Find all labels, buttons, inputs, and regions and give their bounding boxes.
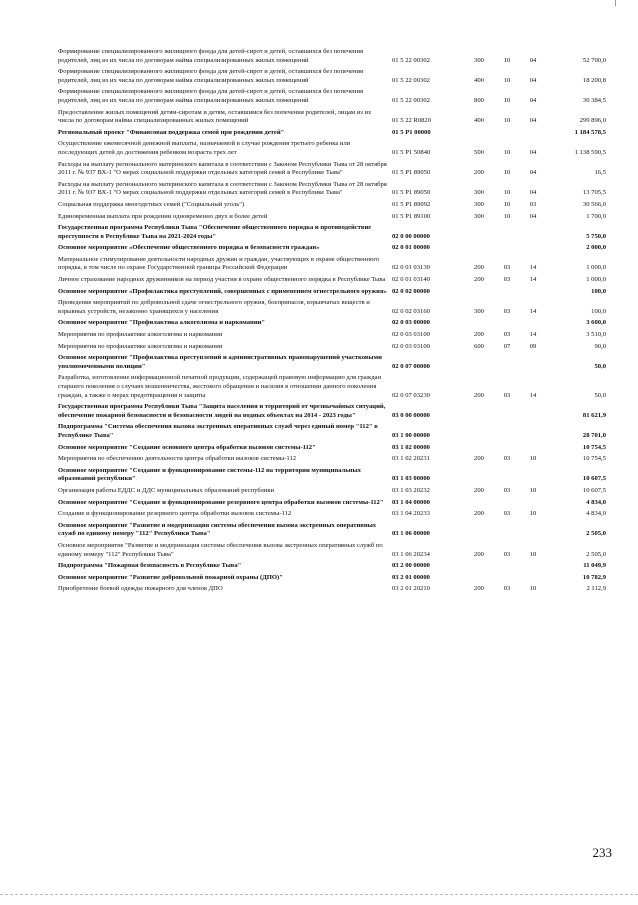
row-name: Проведение мероприятий по добровольной сдаче огнестрельного оружия, боеприпасов, взрывчатых веществ и взрывных устройств, незаконно хранящихся у населения: [58, 299, 370, 315]
row-subsection: 10: [529, 585, 537, 593]
table-row: [58, 66, 606, 86]
row-amount: 30 566,0: [582, 200, 606, 208]
row-subsection: 04: [529, 212, 537, 220]
row-expense-type: 300: [474, 212, 484, 220]
table-row: [58, 560, 606, 572]
row-amount: 3 510,0: [586, 331, 606, 339]
row-code: 02 0 00 00000: [392, 232, 430, 240]
row-expense-type: 300: [474, 189, 484, 197]
row-amount: 100,0: [591, 307, 606, 315]
row-amount: 2 000,0: [586, 244, 606, 252]
row-amount: 2 505,0: [586, 530, 606, 538]
row-name: Приобретение боевой одежды пожарного для членов ДПО: [58, 585, 223, 593]
table-row: [58, 508, 606, 520]
row-code: 02 0 07 03230: [392, 391, 430, 399]
row-amount: 90,0: [594, 342, 606, 350]
row-subsection: 04: [529, 169, 537, 177]
row-section: 10: [503, 169, 511, 177]
row-name: Создание и функционирование резервного центра обработки вызовов системы-112: [58, 510, 292, 518]
row-amount: 81 621,9: [582, 411, 606, 419]
row-name: Основное мероприятие "Развитие и модернизация системы обеспечения вызова экстренных оперативных служб по единому номеру "112" Республики Тыва": [58, 521, 377, 538]
row-amount: 2 112,9: [586, 585, 606, 593]
row-section: 10: [503, 189, 511, 197]
row-code: 01 5 P1 89092: [392, 200, 431, 208]
table-row: [58, 297, 606, 317]
row-amount: 10 607,5: [582, 486, 606, 494]
row-expense-type: 400: [474, 117, 484, 125]
row-code: 01 5 22 00302: [392, 56, 430, 64]
row-subsection: 14: [529, 264, 537, 272]
row-expense-type: 200: [474, 486, 484, 494]
row-expense-type: 200: [474, 169, 484, 177]
row-amount: 10 754,5: [582, 455, 606, 463]
table-row: [58, 286, 606, 298]
table-row: [58, 485, 606, 497]
table-row: [58, 211, 606, 223]
row-name: Подпрограмма "Система обеспечения вызова экстренных оперативных служб через единый номер "112" в Республике Тыва": [58, 423, 378, 439]
row-subsection: 04: [529, 76, 537, 84]
row-expense-type: 200: [474, 455, 484, 463]
row-code: 02 0 01 00000: [392, 244, 430, 252]
table-row: [58, 520, 606, 540]
table-row: [58, 254, 606, 274]
row-code: 03 1 00 00000: [392, 431, 430, 439]
row-name: Осуществление ежемесячной денежной выплаты, назначаемой в случае рождения третьего ребенка или последующих детей до достижения ребенком возраста трех лет: [58, 140, 351, 156]
row-amount: 50,0: [594, 391, 606, 399]
row-name: Единовременная выплата при рождении одновременно двух и более детей: [58, 212, 268, 220]
table-row: [58, 222, 606, 242]
row-code: 01 5 22 00302: [392, 76, 430, 84]
row-name: Личное страхование народных дружинников на период участия в охране общественного порядка в Республике Тыва: [58, 276, 386, 284]
row-name: Социальная поддержка многодетных семей ("Социальный уголь"): [58, 200, 245, 208]
row-code: 03 2 00 00000: [392, 562, 430, 570]
row-name: Региональный проект "Финансовая поддержка семей при рождении детей": [58, 128, 285, 136]
row-code: 01 5 P1 89050: [392, 189, 431, 197]
row-code: 03 1 04 20233: [392, 510, 430, 518]
row-amount: 16,5: [594, 169, 606, 177]
row-amount: 3 600,0: [586, 319, 606, 327]
row-section: 07: [503, 342, 511, 350]
row-expense-type: 500: [474, 148, 484, 156]
row-name: Основное мероприятие "Создание основного центра обработки вызовов системы-112": [58, 443, 316, 451]
row-amount: 30 384,5: [582, 96, 606, 104]
row-section: 03: [503, 550, 511, 558]
row-code: 02 0 01 03130: [392, 264, 430, 272]
row-section: 10: [503, 56, 511, 64]
table-row: [58, 421, 606, 441]
row-section: 03: [503, 486, 511, 494]
row-code: 03 1 02 20231: [392, 455, 430, 463]
row-subsection: 10: [529, 510, 537, 518]
table-row: [58, 372, 606, 401]
table-row: [58, 127, 606, 139]
row-section: 03: [503, 264, 511, 272]
row-name: Основное мероприятие "Профилактика алкоголизма и наркомании": [58, 319, 266, 327]
row-section: 03: [503, 455, 511, 463]
row-section: 03: [503, 307, 511, 315]
row-name: Основное мероприятие «Профилактика преступлений, совершенных с применением огнестрельного оружия»: [58, 287, 387, 295]
row-section: 10: [503, 117, 511, 125]
row-amount: 100,0: [591, 287, 606, 295]
row-code: 01 5 P1 00000: [392, 128, 431, 136]
row-amount: 50,0: [594, 362, 606, 370]
row-section: 10: [503, 76, 511, 84]
row-name: Основное мероприятие «Обеспечение общественного порядка и безопасности граждан»: [58, 244, 320, 252]
row-name: Основное мероприятие "Развитие добровольной пожарной охраны (ДПО)": [58, 573, 283, 581]
row-expense-type: 200: [474, 510, 484, 518]
row-code: 01 5 P1 89100: [392, 212, 431, 220]
row-name: Формирование специализированного жилищного фонда для детей-сирот и детей, оставшихся без попечения родителей, лиц из их числа по договорам найма специализированных жилых помещений: [58, 48, 364, 64]
table-row: [58, 199, 606, 211]
row-amount: 13 705,5: [582, 189, 606, 197]
row-amount: 4 834,0: [586, 498, 606, 506]
row-amount: 1 000,0: [586, 276, 606, 284]
row-expense-type: 200: [474, 550, 484, 558]
row-code: 01 5 P1 50840: [392, 148, 431, 156]
row-code: 02 0 02 03160: [392, 307, 430, 315]
table-row: [58, 86, 606, 106]
table-row: [58, 497, 606, 509]
row-amount: 1 700,0: [586, 212, 606, 220]
table-row: [58, 329, 606, 341]
row-name: Материальное стимулирование деятельности народных дружин и граждан, участвующих в охране общественного порядка, в том числе по охране Государственной границы Российской Федерации: [58, 255, 380, 272]
row-code: 03 1 04 00000: [392, 498, 430, 506]
row-subsection: 10: [529, 550, 537, 558]
table-row: [58, 341, 606, 353]
row-amount: 5 750,0: [586, 232, 606, 240]
page-number: 233: [592, 845, 612, 860]
row-name: Мероприятия по профилактике алкоголизма и наркомании: [58, 342, 223, 350]
row-section: 10: [503, 200, 511, 208]
row-subsection: 04: [529, 96, 537, 104]
row-amount: 1 000,0: [586, 264, 606, 272]
row-section: 03: [503, 276, 511, 284]
row-amount: 299 896,0: [579, 117, 606, 125]
row-subsection: 09: [529, 342, 537, 350]
row-name: Формирование специализированного жилищного фонда для детей-сирот и детей, оставшихся без попечения родителей, лиц из их числа по договорам найма специализированных жилых помещений: [58, 68, 364, 84]
row-code: 03 0 00 00000: [392, 411, 430, 419]
table-row: [58, 159, 606, 179]
row-section: 10: [503, 212, 511, 220]
row-code: 02 0 01 03140: [392, 276, 430, 284]
table-row: [58, 442, 606, 454]
row-section: 03: [503, 585, 511, 593]
row-expense-type: 200: [474, 391, 484, 399]
row-subsection: 04: [529, 148, 537, 156]
row-subsection: 10: [529, 455, 537, 463]
row-code: 02 0 02 00000: [392, 287, 430, 295]
row-name: Основное мероприятие "Создание и функционирование резервного центра обработки вызовов системы-112": [58, 498, 384, 506]
row-expense-type: 600: [474, 342, 484, 350]
table-row: [58, 401, 606, 421]
row-subsection: 14: [529, 331, 537, 339]
row-name: Предоставление жилых помещений детям-сиротам и детям, оставшимся без попечения родителей, лицам из их числа по договорам найма специализированных жилых помещений: [58, 108, 372, 125]
row-subsection: 14: [529, 307, 537, 315]
table-row: [58, 583, 606, 595]
table-row: [58, 179, 606, 199]
row-subsection: 04: [529, 189, 537, 197]
table-row: [58, 242, 606, 254]
row-expense-type: 300: [474, 200, 484, 208]
row-amount: 10 782,9: [582, 573, 606, 581]
table-row: [58, 46, 606, 66]
row-section: 03: [503, 331, 511, 339]
row-amount: 4 834,0: [586, 510, 606, 518]
row-subsection: 04: [529, 56, 537, 64]
scan-edge: [0, 894, 638, 895]
table-row: [58, 465, 606, 485]
row-subsection: 10: [529, 486, 537, 494]
row-expense-type: 200: [474, 585, 484, 593]
row-expense-type: 400: [474, 76, 484, 84]
row-name: Государственная программа Республики Тыва "Обеспечение общественного порядка и противодействие преступности в Республике Тыва на 2021-2024 годы": [58, 224, 372, 240]
row-code: 01 5 P1 89050: [392, 169, 431, 177]
row-code: 03 2 01 00000: [392, 573, 430, 581]
table-row: [58, 138, 606, 158]
row-amount: 10 607,5: [582, 475, 606, 483]
row-name: Мероприятия по обеспечению деятельности центра обработки вызовов системы-112: [58, 455, 297, 463]
budget-table: [58, 46, 606, 595]
row-expense-type: 300: [474, 56, 484, 64]
row-name: Мероприятия по профилактике алкоголизма и наркомании: [58, 331, 223, 339]
row-code: 03 2 01 20210: [392, 585, 430, 593]
row-subsection: 14: [529, 391, 537, 399]
row-code: 02 0 07 00000: [392, 362, 430, 370]
row-code: 03 1 03 00000: [392, 475, 430, 483]
row-code: 02 0 03 00000: [392, 319, 430, 327]
table-row: [58, 107, 606, 127]
row-section: 03: [503, 391, 511, 399]
row-section: 10: [503, 148, 511, 156]
table-row: [58, 274, 606, 286]
row-amount: 52 700,0: [582, 56, 606, 64]
row-name: Основное мероприятие "Создание и функционирование системы-112 на территории муниципальных образований республики": [58, 466, 361, 483]
row-expense-type: 300: [474, 307, 484, 315]
row-code: 01 5 22 00302: [392, 96, 430, 104]
row-expense-type: 200: [474, 276, 484, 284]
row-code: 03 1 02 00000: [392, 443, 430, 451]
row-amount: 1 138 590,5: [574, 148, 606, 156]
row-name: Подпрограмма "Пожарная безопасность в Республике Тыва": [58, 562, 242, 570]
table-row: [58, 352, 606, 372]
row-amount: 1 184 578,5: [574, 128, 606, 136]
row-name: Разработка, изготовление информационной печатной продукции, содержащей правовую информацию для граждан старшего поколения о случаях мошенничества, жестокого обращения и насилия в отношении данного поколения граждан, а также о мерах предотвращения и защиты: [58, 374, 382, 399]
row-code: 02 0 03 03100: [392, 331, 430, 339]
scan-mark: [615, 0, 616, 6]
row-name: Формирование специализированного жилищного фонда для детей-сирот и детей, оставшихся без попечения родителей, лиц из их числа по договорам найма специализированных жилых помещений: [58, 88, 364, 104]
table-row: [58, 572, 606, 584]
row-name: Организация работы ЕДДС и ДДС муниципальных образований республики: [58, 486, 275, 494]
row-name: Государственная программа Республики Тыва "Защита населения и территорий от чрезвычайных ситуаций, обеспечение пожарной безопасности и безопасности людей на водных объектах на 2014 - 2023 годы": [58, 403, 386, 419]
row-amount: 28 701,0: [582, 431, 606, 439]
row-subsection: 04: [529, 117, 537, 125]
row-section: 10: [503, 96, 511, 104]
row-subsection: 14: [529, 276, 537, 284]
row-code: 02 0 03 03100: [392, 342, 430, 350]
row-expense-type: 200: [474, 331, 484, 339]
table-row: [58, 540, 606, 560]
row-code: 03 1 06 00000: [392, 530, 430, 538]
row-subsection: 03: [529, 200, 537, 208]
row-name: Расходы на выплату регионального материнского капитала в соответствии с Законом Республики Тыва от 28 октября 2011 г. № 937 ВХ-1 "О мерах социальной поддержки отдельных категорий семей в Республике Тыва": [58, 180, 387, 197]
row-expense-type: 800: [474, 96, 484, 104]
row-amount: 2 505,0: [586, 550, 606, 558]
row-code: 01 5 22 R0820: [392, 117, 432, 125]
row-name: Основное мероприятие "Профилактика преступлений и административных правонарушений участковыми уполномоченными полиции": [58, 354, 382, 370]
table-row: [58, 317, 606, 329]
table-row: [58, 453, 606, 465]
row-amount: 10 754,5: [582, 443, 606, 451]
row-code: 03 1 06 20234: [392, 550, 430, 558]
row-amount: 11 049,9: [583, 562, 606, 570]
row-name: Основное мероприятие "Развитие и модернизация системы обеспечения вызова экстренных оперативных служб по единому номеру "112" Республики Тыва": [58, 541, 383, 558]
row-name: Расходы на выплату регионального материнского капитала в соответствии с Законом Республики Тыва от 28 октября 2011 г. № 937 ВХ-1 "О мерах социальной поддержки отдельных категорий семей в Республике Тыва": [58, 160, 387, 177]
row-expense-type: 200: [474, 264, 484, 272]
row-section: 03: [503, 510, 511, 518]
row-amount: 18 200,8: [582, 76, 606, 84]
row-code: 03 1 03 20232: [392, 486, 430, 494]
